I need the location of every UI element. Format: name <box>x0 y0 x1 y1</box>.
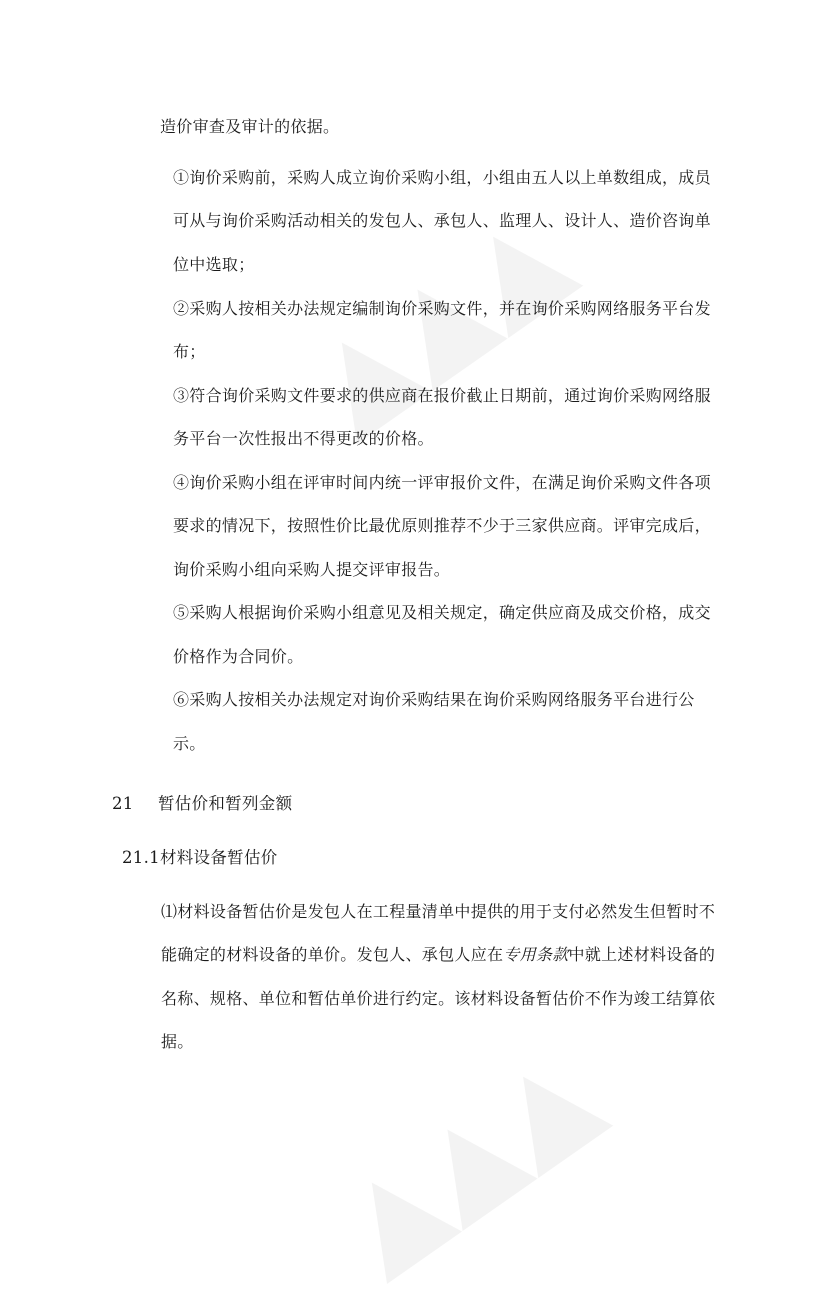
paragraph-line-4: 据。 <box>161 1032 194 1051</box>
item-4-line-1: ④询价采购小组在评审时间内统一评审报价文件，在满足询价采购文件各项 <box>173 473 711 492</box>
item-1-line-1: ①询价采购前，采购人成立询价采购小组，小组由五人以上单数组成，成员 <box>173 168 711 187</box>
subsection-title: 21.1材料设备暂估价 <box>122 848 278 867</box>
special-terms-emphasis: 专用条款 <box>503 945 569 964</box>
item-2-line-2: 布； <box>173 342 206 361</box>
watermark-lower <box>315 1023 622 1296</box>
paragraph-line-2-before: 能确定的材料设备的单价。发包人、承包人应在 <box>161 945 504 964</box>
section-number: 21 <box>112 794 134 813</box>
item-2-line-1: ②采购人按相关办法规定编制询价采购文件，并在询价采购网络服务平台发 <box>173 299 711 318</box>
paragraph-line-1: ⑴材料设备暂估价是发包人在工程量清单中提供的用于支付必然发生但暂时不 <box>161 902 716 921</box>
item-6-line-2: 示。 <box>173 734 206 753</box>
paragraph-line-2 <box>161 944 715 966</box>
intro-line: 造价审查及审计的依据。 <box>160 117 340 136</box>
paragraph-line-2-after: 中就上述材料设备的 <box>568 945 716 964</box>
section-title: 暂估价和暂列金额 <box>158 794 293 813</box>
item-3-line-2: 务平台一次性报出不得更改的价格。 <box>173 429 434 448</box>
item-6-line-1: ⑥采购人按相关办法规定对询价采购结果在询价采购网络服务平台进行公 <box>173 690 695 709</box>
item-1-line-3: 位中选取； <box>173 255 255 274</box>
item-5-line-1: ⑤采购人根据询价采购小组意见及相关规定，确定供应商及成交价格，成交 <box>173 603 711 622</box>
item-1-line-2: 可从与询价采购活动相关的发包人、承包人、监理人、设计人、造价咨询单 <box>173 211 711 230</box>
item-5-line-2: 价格作为合同价。 <box>173 647 304 666</box>
item-3-line-1: ③符合询价采购文件要求的供应商在报价截止日期前，通过询价采购网络服 <box>173 386 711 405</box>
paragraph-line-3: 名称、规格、单位和暂估单价进行约定。该材料设备暂估价不作为竣工结算依 <box>161 989 716 1008</box>
item-4-line-2: 要求的情况下，按照性价比最优原则推荐不少于三家供应商。评审完成后， <box>173 516 711 535</box>
item-4-line-3: 询价采购小组向采购人提交评审报告。 <box>173 560 451 579</box>
